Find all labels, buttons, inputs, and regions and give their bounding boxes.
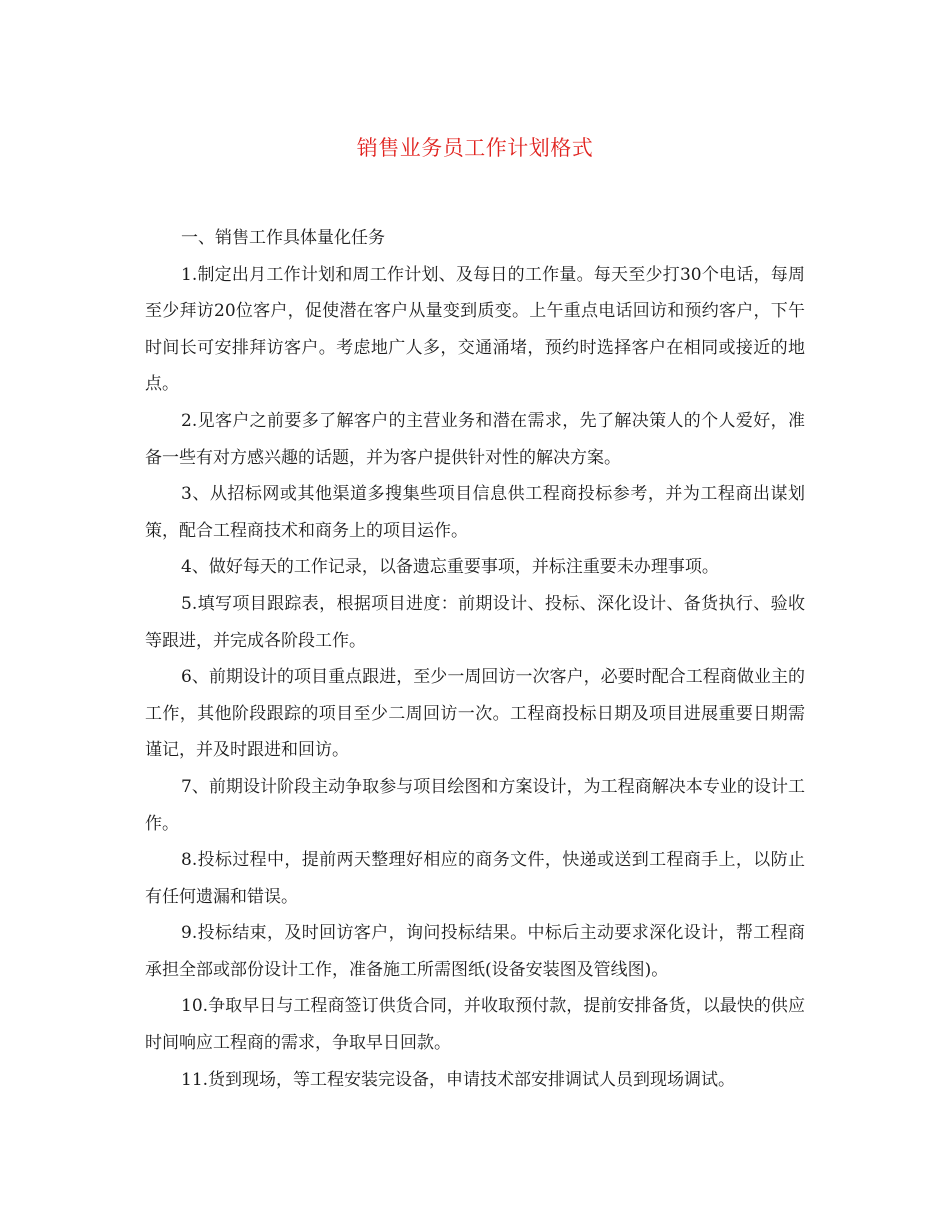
document-body (145, 220, 805, 1098)
paragraph-item-7: 7、前期设计阶段主动争取参与项目绘图和方案设计，为工程商解决本专业的设计工作。 (145, 776, 805, 834)
section-heading: 一、销售工作具体量化任务 (181, 228, 385, 248)
paragraph-item-3: 3、从招标网或其他渠道多搜集些项目信息供工程商投标参考，并为工程商出谋划策，配合工程商技术和商务上的项目运作。 (145, 484, 805, 541)
paragraph-item-9: 9.投标结束，及时回访客户，询问投标结果。中标后主动要求深化设计，帮工程商承担全部或部份设计工作，准备施工所需图纸(设备安装图及管线图)。 (145, 923, 805, 980)
paragraph-item-8: 8.投标过程中，提前两天整理好相应的商务文件，快递或送到工程商手上，以防止有任何遗漏和错误。 (145, 850, 805, 907)
paragraph-item-5: 5.填写项目跟踪表，根据项目进度：前期设计、投标、深化设计、备货执行、验收等跟进，并完成各阶段工作。 (145, 593, 805, 651)
paragraph-item-4: 4、做好每天的工作记录，以备遗忘重要事项，并标注重要未办理事项。 (181, 557, 719, 578)
document-title: 销售业务员工作计划格式 (356, 136, 594, 160)
paragraph-item-2: 2.见客户之前要多了解客户的主营业务和潜在需求，先了解决策人的个人爱好，准备一些有对方感兴趣的话题，并为客户提供针对性的解决方案。 (145, 410, 805, 468)
paragraph-item-10: 10.争取早日与工程商签订供货合同，并收取预付款，提前安排备货，以最快的供应时间响应工程商的需求，争取早日回款。 (145, 996, 805, 1054)
paragraph-item-1: 1.制定出月工作计划和周工作计划、及每日的工作量。每天至少打30个电话，每周至少拜访20位客户，促使潜在客户从量变到质变。上午重点电话回访和预约客户，下午时间长可安排拜访客户。考虑地广人多，交通涌堵，预约时选择客户在相同或接近的地点。 (145, 264, 805, 395)
paragraph-item-11: 11.货到现场，等工程安装完设备，申请技术部安排调试人员到现场调试。 (181, 1069, 736, 1090)
paragraph-item-6: 6、前期设计的项目重点跟进，至少一周回访一次客户，必要时配合工程商做业主的工作，其他阶段跟踪的项目至少二周回访一次。工程商投标日期及项目进展重要日期需谨记，并及时跟进和回访。 (145, 667, 805, 761)
